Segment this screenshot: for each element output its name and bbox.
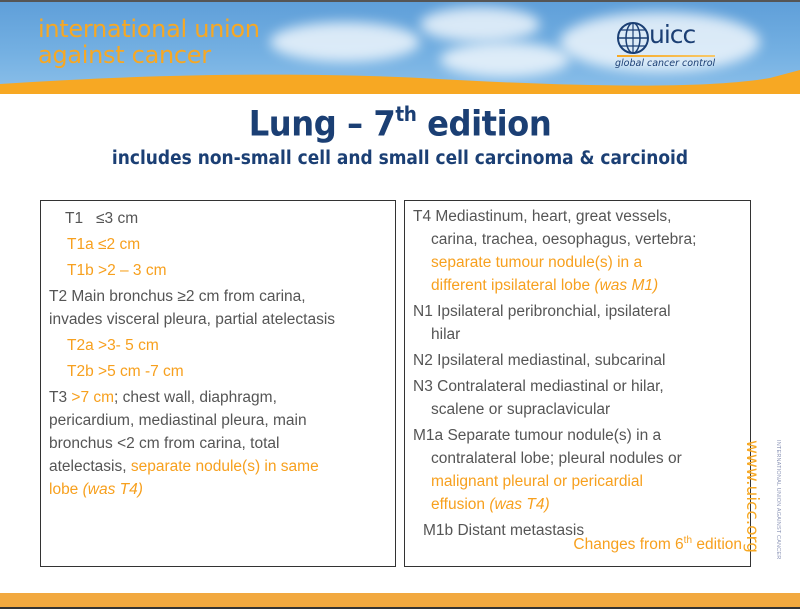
uicc-logo bbox=[613, 18, 723, 78]
t1-line bbox=[49, 207, 395, 230]
legend-prefix: Changes from 6 bbox=[573, 536, 684, 553]
t1-text: ≤3 cm bbox=[96, 210, 139, 227]
logo-underline bbox=[617, 55, 715, 57]
n3-line1: N3 Contralateral mediastinal or hilar, bbox=[413, 378, 664, 395]
node-metastasis-box bbox=[404, 200, 751, 567]
website-link[interactable]: www.uicc.org bbox=[742, 440, 762, 554]
m1b-line: M1b Distant metastasis bbox=[423, 522, 585, 539]
t3-block bbox=[49, 386, 395, 501]
title-suffix: edition bbox=[416, 104, 552, 145]
t4-line3: separate tumour nodule(s) in a bbox=[431, 254, 643, 271]
m1a-line4-text: effusion bbox=[431, 496, 490, 513]
t3-line2: pericardium, mediastinal pleura, main bbox=[49, 412, 307, 429]
n1-line1: N1 Ipsilateral peribronchial, ipsilateral bbox=[413, 303, 671, 320]
t3-line5-orange: lobe bbox=[49, 481, 83, 498]
t2-block bbox=[49, 285, 395, 331]
org-name-line2: against cancer bbox=[38, 41, 211, 69]
t4-block bbox=[413, 205, 750, 297]
side-url-block bbox=[742, 440, 788, 580]
t4-was-note: (was M1) bbox=[594, 277, 659, 294]
t4-line4 bbox=[413, 274, 750, 297]
t4-line1: T4 Mediastinum, heart, great vessels, bbox=[413, 208, 672, 225]
t3-size-change: >7 cm bbox=[71, 389, 115, 406]
t3-was-note: (was T4) bbox=[82, 481, 143, 498]
t2a-line: T2a >3- 5 cm bbox=[67, 337, 159, 354]
t3-line4-orange: separate nodule(s) in same bbox=[130, 458, 319, 475]
t3-label: T3 bbox=[49, 389, 72, 406]
page-subtitle: includes non-small cell and small cell carcinoma & carcinoid bbox=[111, 148, 689, 169]
org-name bbox=[38, 16, 260, 68]
logo-tagline: global cancer control bbox=[615, 58, 716, 69]
changes-legend bbox=[573, 535, 742, 554]
t3-line5 bbox=[49, 478, 395, 501]
n3-line2: scalene or supraclavicular bbox=[431, 401, 611, 418]
t1-label: T1 bbox=[65, 210, 84, 227]
t1a-line: T1a ≤2 cm bbox=[67, 236, 141, 253]
t3-line1 bbox=[49, 386, 395, 409]
legend-suffix: edition bbox=[692, 536, 742, 553]
t4-line4-text: different ipsilateral lobe bbox=[431, 277, 595, 294]
m1a-line1: M1a Separate tumour nodule(s) in a bbox=[413, 427, 662, 444]
t1b-line: T1b >2 – 3 cm bbox=[67, 262, 167, 279]
t3-line4 bbox=[49, 455, 395, 478]
title-sup: th bbox=[395, 102, 417, 126]
header-banner bbox=[0, 2, 800, 94]
m1a-line2: contralateral lobe; pleural nodules or bbox=[431, 450, 682, 467]
n1-line2: hilar bbox=[431, 326, 461, 343]
logo-text: uicc bbox=[649, 20, 696, 49]
legend-sup: th bbox=[683, 534, 693, 546]
page-title bbox=[32, 104, 768, 145]
globe-icon bbox=[615, 20, 651, 56]
t2-line2: invades visceral pleura, partial atelectasis bbox=[49, 311, 336, 328]
t3-line4-black: atelectasis, bbox=[49, 458, 131, 475]
tumour-staging-box bbox=[40, 200, 396, 567]
n3-block bbox=[413, 375, 750, 421]
t4-line2: carina, trachea, oesophagus, vertebra; bbox=[431, 231, 697, 248]
t2b-line: T2b >5 cm -7 cm bbox=[67, 363, 184, 380]
org-name-line1: international union bbox=[38, 15, 260, 43]
m1a-line4 bbox=[413, 493, 750, 516]
n2-line: N2 Ipsilateral mediastinal, subcarinal bbox=[413, 352, 666, 369]
t2-line1: T2 Main bronchus ≥2 cm from carina, bbox=[49, 288, 306, 305]
m1a-line3: malignant pleural or pericardial bbox=[431, 473, 643, 490]
t3-line3: bronchus <2 cm from carina, total bbox=[49, 435, 280, 452]
m1a-block bbox=[413, 424, 750, 516]
side-org-name: INTERNATIONAL UNION AGAINST CANCER bbox=[775, 440, 781, 560]
n1-block bbox=[413, 300, 750, 346]
t3-line1-rest: ; chest wall, diaphragm, bbox=[114, 389, 277, 406]
m1a-was-note: (was T4) bbox=[489, 496, 550, 513]
title-prefix: Lung – 7 bbox=[248, 104, 396, 145]
footer-bar bbox=[0, 593, 800, 607]
